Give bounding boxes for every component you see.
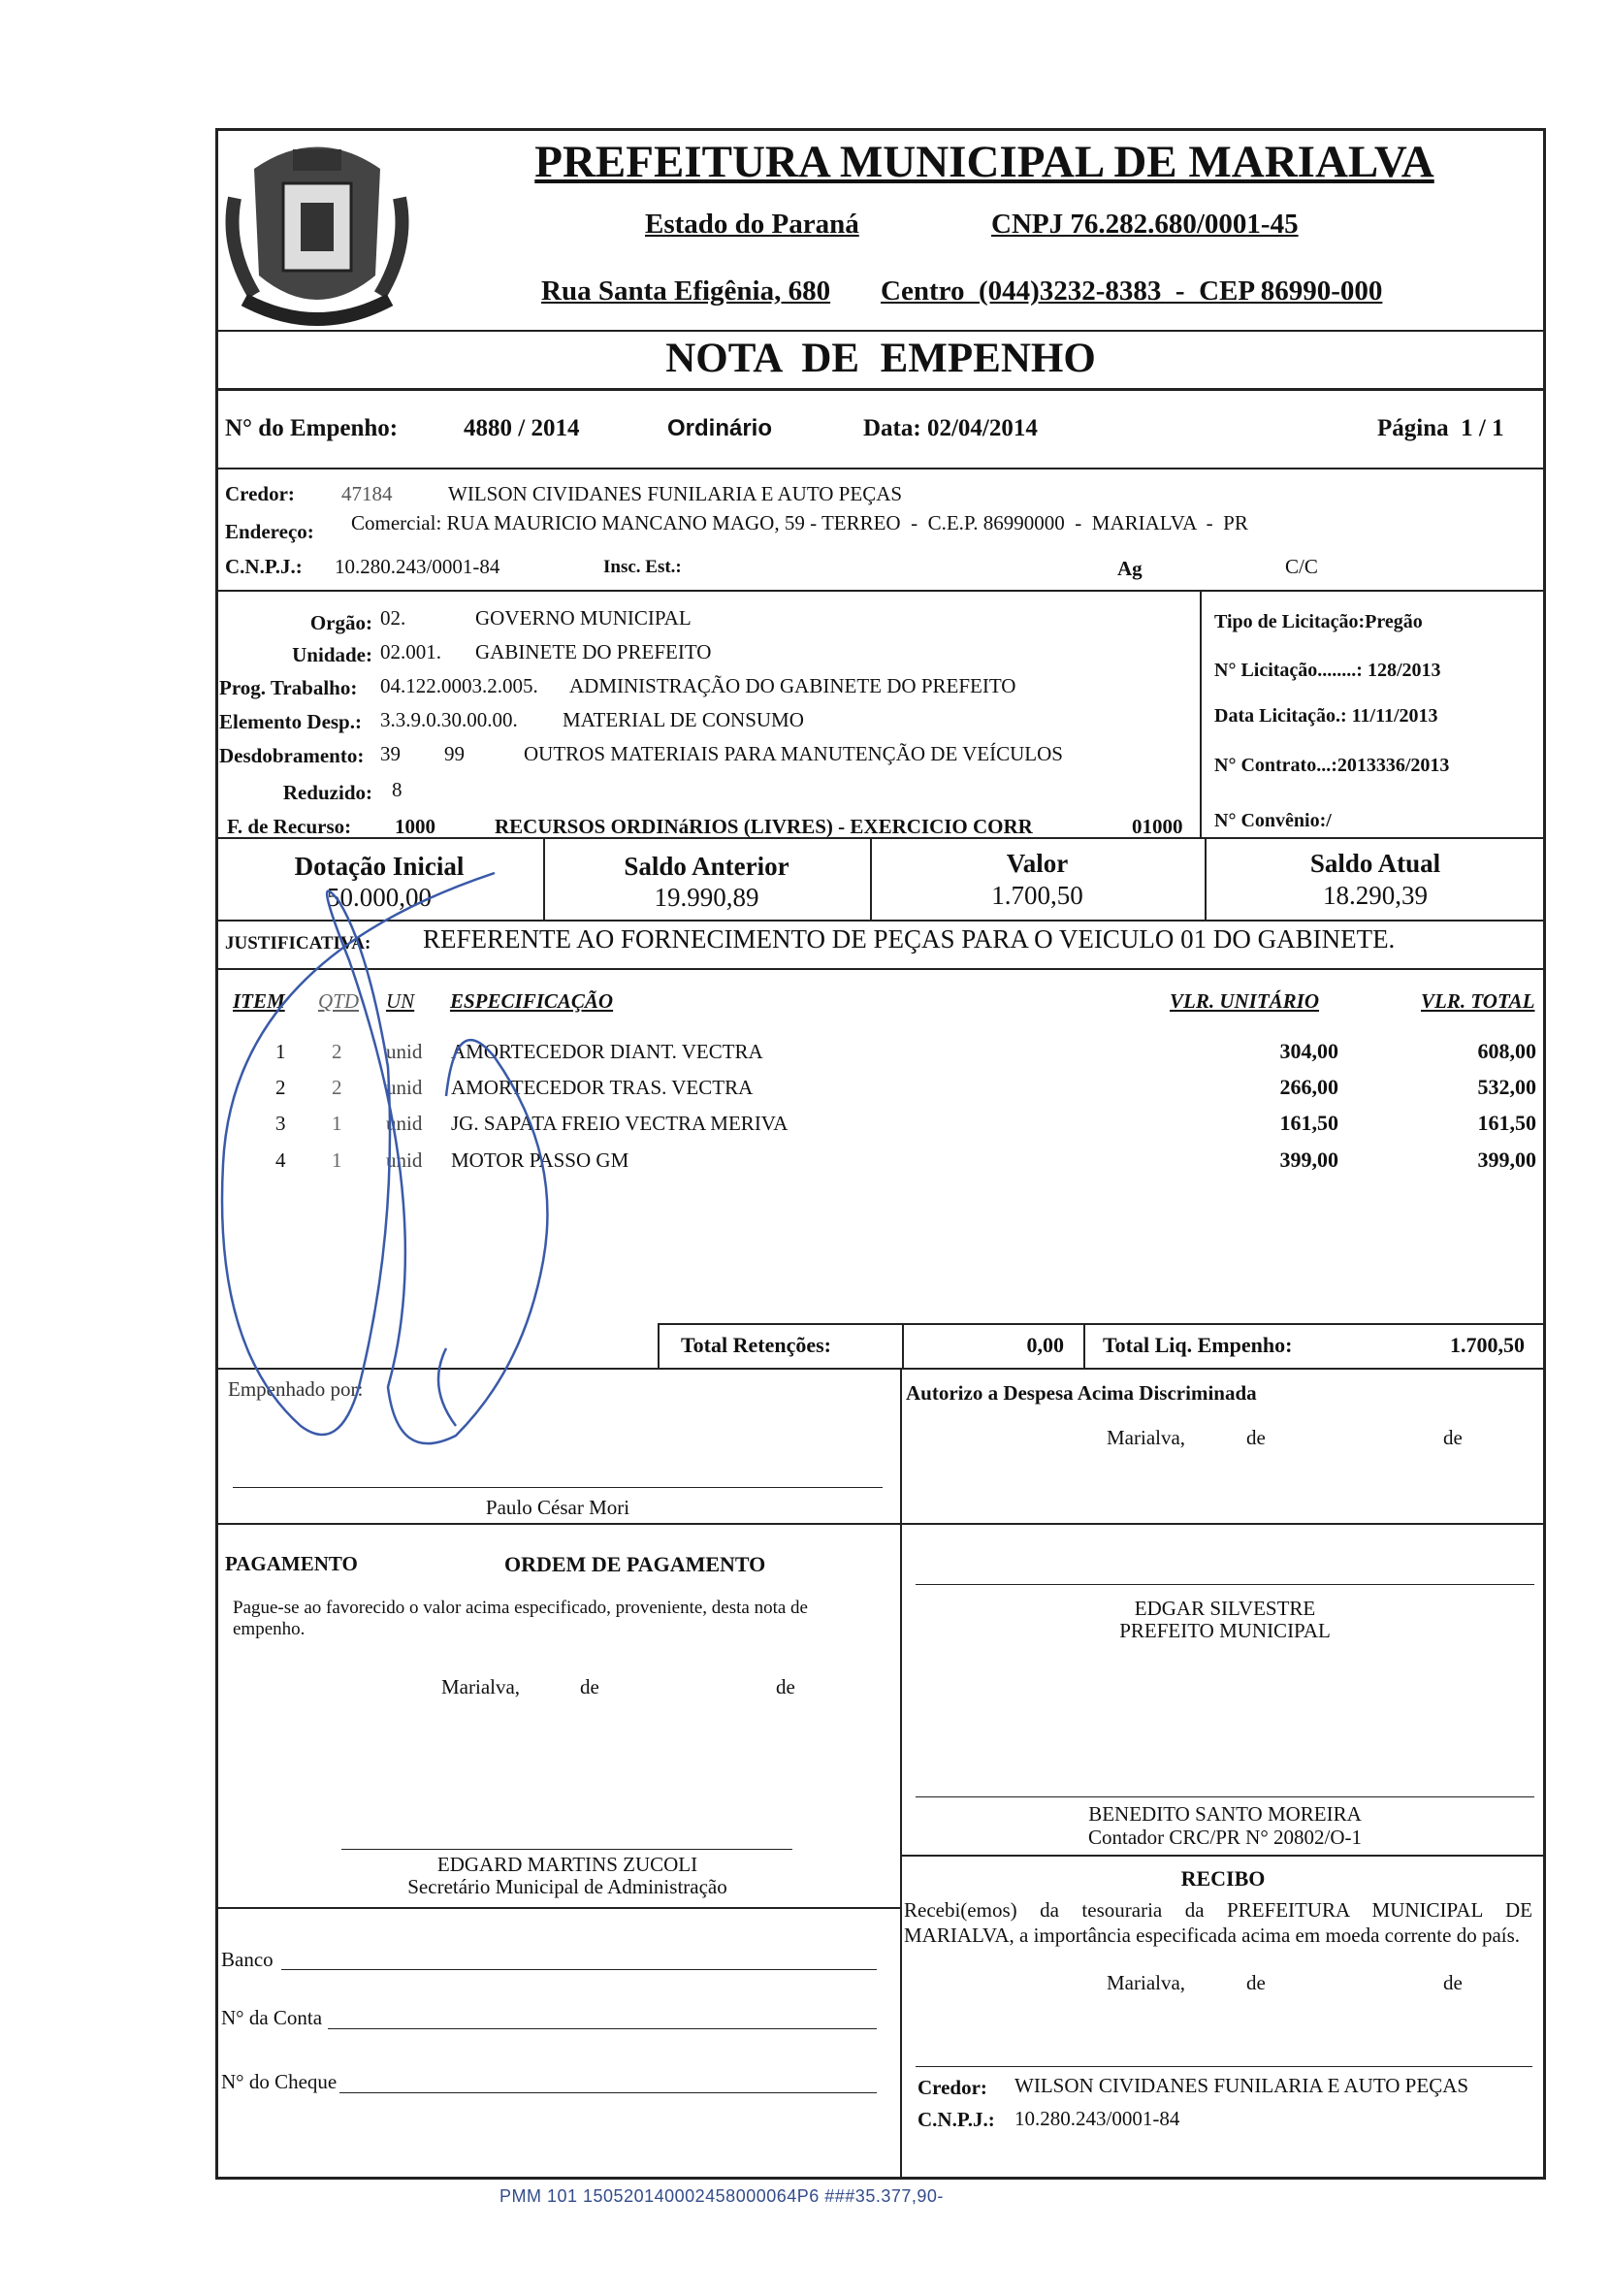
empenhado-por-label: Empenhado por: xyxy=(228,1377,364,1401)
autorizo-label: Autorizo a Despesa Acima Discriminada xyxy=(906,1381,1257,1405)
total-liquido-value: 1.700,50 xyxy=(1450,1333,1525,1357)
district-phone-cep: Centro (044)3232-8383 - CEP 86990-000 xyxy=(881,275,1383,307)
desdobramento-code-1: 39 xyxy=(380,742,401,765)
pagamento-de-1: de xyxy=(580,1675,599,1698)
saldo-atual-label: Saldo Atual xyxy=(1309,849,1441,878)
contador-title: Contador CRC/PR N° 20802/O-1 xyxy=(1087,1826,1362,1849)
divider xyxy=(215,330,1546,332)
orgao-label: Orgão: xyxy=(309,611,372,634)
row-vlr-unitario: 266,00 xyxy=(1279,1075,1338,1099)
row-item: 1 xyxy=(275,1040,286,1063)
tipo-licitacao: Tipo de Licitação:Pregão xyxy=(1214,611,1423,632)
saldo-anterior-value: 19.990,89 xyxy=(654,883,759,912)
pagamento-label: PAGAMENTO xyxy=(225,1552,358,1575)
row-qtd: 2 xyxy=(332,1076,342,1099)
divider xyxy=(215,1907,900,1909)
autorizo-de-2: de xyxy=(1443,1426,1463,1449)
justificativa-text: REFERENTE AO FORNECIMENTO DE PEÇAS PARA O VEICULO 01 DO GABINETE. xyxy=(423,924,1396,954)
cheque-line xyxy=(339,2092,877,2093)
row-vlr-total: 161,50 xyxy=(1477,1111,1536,1135)
divider xyxy=(215,1523,1546,1525)
empenhado-signer: Paulo César Mori xyxy=(485,1496,630,1519)
fonte-recurso-code-2: 01000 xyxy=(1132,815,1183,838)
row-especificacao: JG. SAPATA FREIO VECTRA MERIVA xyxy=(451,1112,789,1135)
pagamento-text: Pague-se ao favorecido o valor acima especificado, proveniente, desta nota de empenho. xyxy=(233,1598,808,1639)
prog-trabalho-label: Prog. Trabalho: xyxy=(219,676,358,699)
secretario-title: Secretário Municipal de Administração xyxy=(407,1875,727,1898)
signature-line xyxy=(916,1796,1534,1797)
row-especificacao: AMORTECEDOR DIANT. VECTRA xyxy=(451,1040,763,1063)
saldo-atual-value: 18.290,39 xyxy=(1323,881,1428,910)
fonte-recurso-code: 1000 xyxy=(395,815,435,838)
row-un: unid xyxy=(386,1040,423,1063)
empenho-number-label: N° do Empenho: xyxy=(225,415,399,441)
prog-trabalho-code: 04.122.0003.2.005. xyxy=(380,674,538,697)
valor-value: 1.700,50 xyxy=(991,881,1083,910)
elemento-label: Elemento Desp.: xyxy=(219,710,362,733)
cnpj-label: C.N.P.J.: xyxy=(225,555,303,578)
numero-convenio: N° Convênio:/ xyxy=(1214,810,1332,831)
row-especificacao: AMORTECEDOR TRAS. VECTRA xyxy=(451,1076,754,1099)
reduzido-value: 8 xyxy=(392,778,402,801)
row-vlr-unitario: 161,50 xyxy=(1279,1111,1338,1135)
numero-licitacao: N° Licitação........: 128/2013 xyxy=(1214,660,1441,681)
recibo-cnpj-label: C.N.P.J.: xyxy=(918,2108,995,2131)
footer-auth-code: PMM 101 150520140002458000064P6 ###35.377,90- xyxy=(499,2186,944,2206)
agency-label: Ag xyxy=(1117,557,1143,580)
recibo-city: Marialva, xyxy=(1107,1971,1186,1994)
autorizo-city: Marialva, xyxy=(1107,1426,1186,1449)
row-un: unid xyxy=(386,1112,423,1135)
divider xyxy=(215,590,1546,592)
row-vlr-total: 608,00 xyxy=(1477,1039,1536,1063)
prog-trabalho-name: ADMINISTRAÇÃO DO GABINETE DO PREFEITO xyxy=(569,674,1016,697)
desdobramento-code-2: 99 xyxy=(444,742,465,765)
orgao-code: 02. xyxy=(380,606,406,630)
account-label: C/C xyxy=(1285,555,1318,578)
unidade-label: Unidade: xyxy=(292,643,372,666)
credor-cnpj: 10.280.243/0001-84 xyxy=(335,555,500,578)
signature-line xyxy=(916,2066,1532,2067)
unidade-name: GABINETE DO PREFEITO xyxy=(475,640,712,663)
divider xyxy=(900,1855,1546,1857)
data-licitacao: Data Licitação.: 11/11/2013 xyxy=(1214,705,1438,727)
divider xyxy=(658,1323,1546,1325)
empenho-date: Data: 02/04/2014 xyxy=(863,415,1038,441)
credor-code: 47184 xyxy=(341,482,393,505)
row-vlr-unitario: 304,00 xyxy=(1279,1039,1338,1063)
justificativa-label: JUSTIFICATIVA: xyxy=(225,933,371,954)
desdobramento-name: OUTROS MATERIAIS PARA MANUTENÇÃO DE VEÍCULOS xyxy=(524,742,1063,765)
endereco-label: Endereço: xyxy=(225,520,314,543)
empenho-number: 4880 / 2014 xyxy=(464,415,580,441)
row-item: 4 xyxy=(275,1148,286,1172)
total-retencoes-value: 0,00 xyxy=(1026,1333,1064,1357)
dotacao-inicial-value: 50.000,00 xyxy=(327,883,432,912)
prefeitura-title: PREFEITURA MUNICIPAL DE MARIALVA xyxy=(534,137,1434,187)
divider xyxy=(900,1523,902,2180)
col-header-vlr-unitario: VLR. UNITÁRIO xyxy=(1170,989,1320,1013)
col-header-vlr-total: VLR. TOTAL xyxy=(1421,989,1535,1013)
row-qtd: 2 xyxy=(332,1040,342,1063)
total-liquido-label: Total Liq. Empenho: xyxy=(1103,1333,1293,1357)
divider xyxy=(215,968,1546,970)
recibo-de-1: de xyxy=(1246,1971,1266,1994)
pagamento-de-2: de xyxy=(776,1675,795,1698)
divider xyxy=(215,920,1546,922)
fonte-recurso-label: F. de Recurso: xyxy=(227,815,352,838)
contador-name: BENEDITO SANTO MOREIRA xyxy=(1088,1802,1362,1826)
row-qtd: 1 xyxy=(332,1112,342,1135)
valor-label: Valor xyxy=(1006,849,1069,878)
autorizo-de-1: de xyxy=(1246,1426,1266,1449)
prefeito-name: EDGAR SILVESTRE xyxy=(1134,1597,1316,1620)
page-number: Página 1 / 1 xyxy=(1377,415,1504,441)
state-name: Estado do Paraná xyxy=(645,209,859,240)
divider xyxy=(900,1368,902,1523)
banco-line xyxy=(281,1969,877,1970)
empenho-type: Ordinário xyxy=(667,415,773,441)
signature-line xyxy=(916,1584,1534,1585)
secretario-name: EDGARD MARTINS ZUCOLI xyxy=(436,1853,698,1876)
row-item: 3 xyxy=(275,1112,286,1135)
recibo-label: RECIBO xyxy=(1180,1866,1266,1891)
credor-label: Credor: xyxy=(225,482,295,505)
street-address: Rua Santa Efigênia, 680 xyxy=(541,275,831,307)
total-retencoes-label: Total Retenções: xyxy=(681,1333,831,1357)
orgao-name: GOVERNO MUNICIPAL xyxy=(475,606,692,630)
unidade-code: 02.001. xyxy=(380,640,441,663)
coat-of-arms-icon xyxy=(215,130,419,334)
credor-address: Comercial: RUA MAURICIO MANCANO MAGO, 59 - TERREO - C.E.P. 86990000 - MARIALVA - PR xyxy=(351,511,1248,534)
elemento-name: MATERIAL DE CONSUMO xyxy=(563,708,804,731)
doc-title: NOTA DE EMPENHO xyxy=(665,336,1096,381)
divider xyxy=(658,1323,660,1368)
row-vlr-total: 399,00 xyxy=(1477,1148,1536,1172)
col-header-qtd: QTD xyxy=(318,989,360,1013)
pagamento-city: Marialva, xyxy=(441,1675,521,1698)
prefeito-title: PREFEITO MUNICIPAL xyxy=(1119,1619,1331,1642)
col-header-un: UN xyxy=(386,989,415,1013)
cnpj-header: CNPJ 76.282.680/0001-45 xyxy=(991,209,1299,240)
divider xyxy=(1083,1323,1085,1368)
row-vlr-unitario: 399,00 xyxy=(1279,1148,1338,1172)
row-un: unid xyxy=(386,1076,423,1099)
ordem-pagamento-label: ORDEM DE PAGAMENTO xyxy=(504,1552,766,1576)
recibo-credor-label: Credor: xyxy=(918,2076,987,2099)
recibo-text: Recebi(emos) da tesouraria da PREFEITURA MUNICIPAL DE MARIALVA, a importância especificada acima em moeda corrente do país. xyxy=(904,1898,1532,1947)
numero-cheque-label: N° do Cheque xyxy=(221,2070,338,2093)
row-especificacao: MOTOR PASSO GM xyxy=(451,1148,629,1172)
elemento-code: 3.3.9.0.30.00.00. xyxy=(380,708,518,731)
divider xyxy=(215,468,1546,469)
divider xyxy=(215,1368,1546,1370)
numero-conta-label: N° da Conta xyxy=(221,2006,323,2029)
fonte-recurso-name: RECURSOS ORDINáRIOS (LIVRES) - EXERCICIO CORR xyxy=(495,815,1033,838)
row-qtd: 1 xyxy=(332,1148,342,1172)
divider xyxy=(215,388,1546,391)
col-header-especificacao: ESPECIFICAÇÃO xyxy=(450,989,614,1013)
banco-label: Banco xyxy=(221,1948,274,1971)
conta-line xyxy=(328,2028,877,2029)
row-un: unid xyxy=(386,1148,423,1172)
divider xyxy=(215,837,1546,839)
row-vlr-total: 532,00 xyxy=(1477,1075,1536,1099)
row-item: 2 xyxy=(275,1076,286,1099)
recibo-de-2: de xyxy=(1443,1971,1463,1994)
col-header-item: ITEM xyxy=(233,989,285,1013)
insc-est-label: Insc. Est.: xyxy=(603,557,682,577)
credor-name: WILSON CIVIDANES FUNILARIA E AUTO PEÇAS xyxy=(448,482,903,505)
desdobramento-label: Desdobramento: xyxy=(219,744,365,767)
recibo-cnpj-value: 10.280.243/0001-84 xyxy=(1014,2107,1180,2130)
divider xyxy=(1200,590,1202,837)
saldo-anterior-label: Saldo Anterior xyxy=(624,852,789,881)
numero-contrato: N° Contrato...:2013336/2013 xyxy=(1214,755,1450,776)
dotacao-inicial-label: Dotação Inicial xyxy=(294,852,465,881)
signature-line xyxy=(233,1487,883,1488)
reduzido-label: Reduzido: xyxy=(282,781,372,804)
recibo-credor-name: WILSON CIVIDANES FUNILARIA E AUTO PEÇAS xyxy=(1014,2074,1469,2097)
signature-line xyxy=(341,1849,792,1850)
